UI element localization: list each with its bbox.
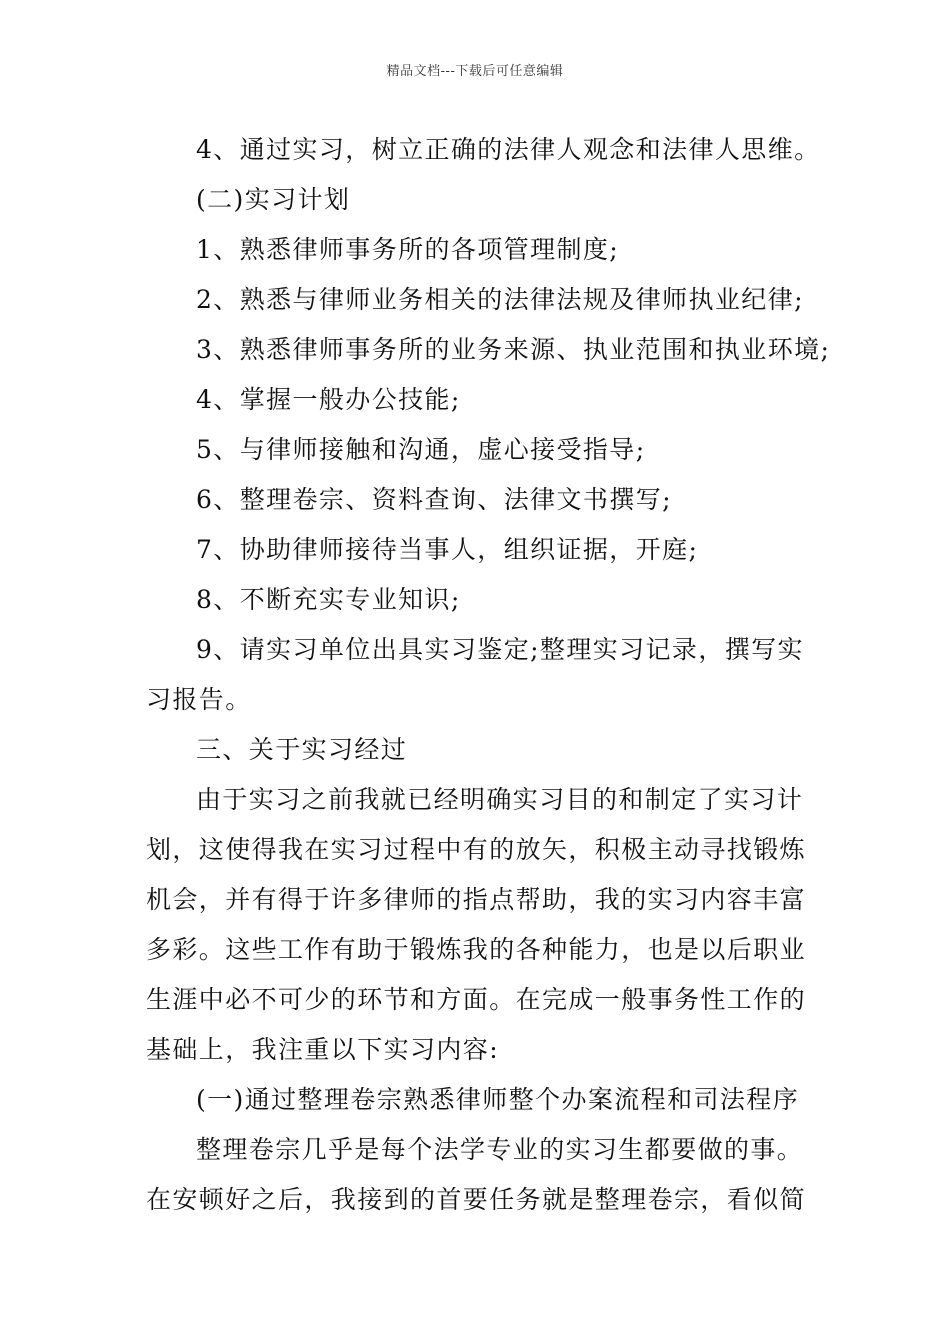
section-heading: (一)通过整理卷宗熟悉律师整个办案流程和司法程序 [196, 1085, 800, 1114]
paragraph-line: 整理卷宗几乎是每个法学专业的实习生都要做的事。 [196, 1135, 804, 1164]
list-item: 6、整理卷宗、资料查询、法律文书撰写; [196, 485, 672, 514]
list-item: 9、请实习单位出具实习鉴定;整理实习记录，撰写实 [196, 635, 804, 664]
list-item: 5、与律师接触和沟通，虚心接受指导; [196, 435, 646, 464]
section-heading: (二)实习计划 [196, 185, 351, 214]
paragraph-line: 机会，并有得于许多律师的指点帮助，我的实习内容丰富 [146, 885, 807, 914]
paragraph-line: 在安顿好之后，我接到的首要任务就是整理卷宗，看似简 [146, 1185, 807, 1214]
list-item: 7、协助律师接待当事人，组织证据，开庭; [196, 535, 699, 564]
page-header: 精品文档---下载后可任意编辑 [386, 64, 564, 79]
list-item: 4、掌握一般办公技能; [196, 385, 461, 414]
text-line: 4、通过实习，树立正确的法律人观念和法律人思维。 [196, 135, 821, 164]
list-item: 1、熟悉律师事务所的各项管理制度; [196, 235, 620, 264]
list-item: 8、不断充实专业知识; [196, 585, 461, 614]
paragraph-line: 生涯中必不可少的环节和方面。在完成一般事务性工作的 [146, 985, 807, 1014]
text-line: 习报告。 [146, 685, 252, 714]
paragraph-line: 划，这使得我在实习过程中有的放矢，积极主动寻找锻炼 [146, 835, 807, 864]
paragraph-line: 由于实习之前我就已经明确实习目的和制定了实习计 [196, 785, 804, 814]
list-item: 2、熟悉与律师业务相关的法律法规及律师执业纪律; [196, 285, 804, 314]
section-heading: 三、关于实习经过 [196, 735, 408, 764]
list-item: 3、熟悉律师事务所的业务来源、执业范围和执业环境; [196, 335, 831, 364]
paragraph-line: 基础上，我注重以下实习内容: [146, 1035, 500, 1064]
document-body [146, 125, 831, 1225]
paragraph-line: 多彩。这些工作有助于锻炼我的各种能力，也是以后职业 [146, 935, 807, 964]
